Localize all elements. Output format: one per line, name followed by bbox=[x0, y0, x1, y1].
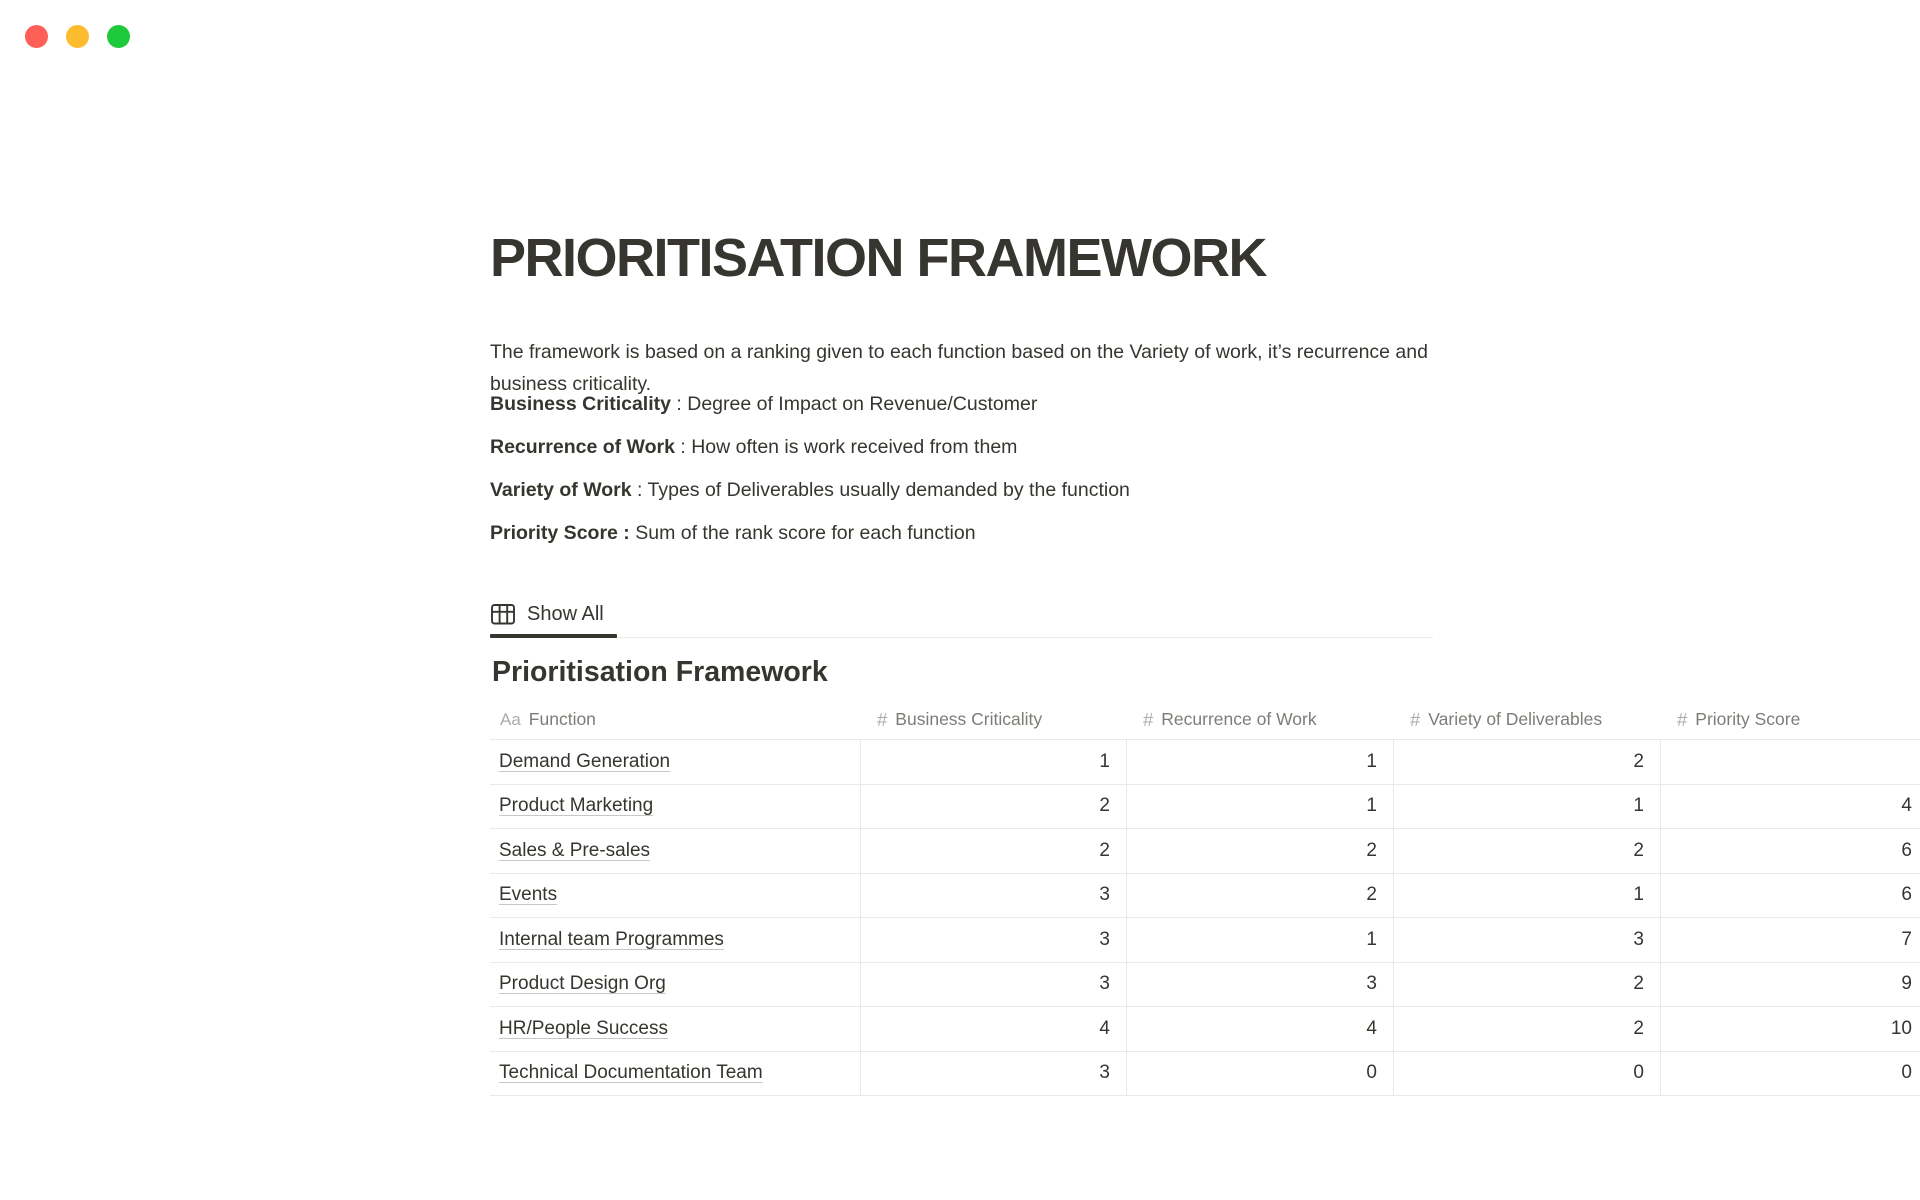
recurrence-of-work-cell[interactable]: 4 bbox=[1127, 1007, 1394, 1051]
tab-show-all[interactable] bbox=[490, 598, 604, 630]
function-cell[interactable] bbox=[490, 785, 861, 829]
column-label: Priority Score bbox=[1695, 709, 1801, 729]
table-row bbox=[490, 963, 1920, 1008]
number-property-icon: # bbox=[1143, 708, 1154, 730]
column-header-business-criticality[interactable] bbox=[861, 700, 1127, 739]
function-page-link[interactable]: Product Design Org bbox=[499, 973, 666, 995]
variety-of-deliverables-cell[interactable]: 2 bbox=[1394, 1007, 1661, 1051]
recurrence-of-work-cell[interactable]: 0 bbox=[1127, 1052, 1394, 1096]
business-criticality-cell[interactable]: 1 bbox=[861, 740, 1127, 784]
function-cell[interactable] bbox=[490, 740, 861, 784]
column-label: Recurrence of Work bbox=[1161, 709, 1317, 729]
definition-recurrence-of-work bbox=[490, 431, 1435, 463]
column-label: Function bbox=[528, 709, 596, 729]
minimize-window-icon[interactable] bbox=[66, 25, 89, 48]
priority-score-cell[interactable]: 4 bbox=[1901, 795, 1912, 817]
business-criticality-cell[interactable]: 3 bbox=[861, 874, 1127, 918]
priority-score-cell[interactable]: 10 bbox=[1890, 1017, 1912, 1039]
priority-score-cell[interactable]: 6 bbox=[1901, 884, 1912, 906]
column-header-function[interactable] bbox=[490, 700, 861, 739]
definition-term: Priority Score : bbox=[490, 522, 630, 544]
variety-of-deliverables-cell[interactable]: 2 bbox=[1394, 963, 1661, 1007]
recurrence-of-work-cell[interactable]: 3 bbox=[1127, 963, 1394, 1007]
column-header-recurrence-of-work[interactable] bbox=[1127, 700, 1394, 739]
variety-of-deliverables-cell[interactable]: 1 bbox=[1394, 874, 1661, 918]
database-title: Prioritisation Framework bbox=[492, 656, 828, 688]
close-window-icon[interactable] bbox=[25, 25, 48, 48]
variety-of-deliverables-cell[interactable]: 1 bbox=[1394, 785, 1661, 829]
function-page-link[interactable]: Events bbox=[499, 884, 558, 906]
definition-term: Variety of Work bbox=[490, 479, 632, 501]
number-property-icon: # bbox=[877, 708, 888, 730]
tab-label: Show All bbox=[527, 603, 604, 625]
table-row bbox=[490, 829, 1920, 874]
variety-of-deliverables-cell[interactable]: 0 bbox=[1394, 1052, 1661, 1096]
table-row bbox=[490, 918, 1920, 963]
table-header-row bbox=[490, 700, 1920, 740]
active-tab-indicator bbox=[490, 634, 617, 638]
variety-of-deliverables-cell[interactable]: 2 bbox=[1394, 829, 1661, 873]
recurrence-of-work-cell[interactable]: 1 bbox=[1127, 918, 1394, 962]
column-header-priority-score[interactable] bbox=[1661, 700, 1920, 739]
recurrence-of-work-cell[interactable]: 1 bbox=[1127, 740, 1394, 784]
definition-term: Recurrence of Work bbox=[490, 436, 675, 458]
table-row bbox=[490, 1007, 1920, 1052]
table-row bbox=[490, 1052, 1920, 1097]
column-header-variety-of-deliverables[interactable] bbox=[1394, 700, 1661, 739]
priority-score-cell[interactable]: 0 bbox=[1901, 1062, 1912, 1084]
function-cell[interactable] bbox=[490, 1052, 861, 1096]
function-page-link[interactable]: Internal team Programmes bbox=[499, 928, 724, 950]
recurrence-of-work-cell[interactable]: 1 bbox=[1127, 785, 1394, 829]
priority-score-cell[interactable]: 9 bbox=[1901, 973, 1912, 995]
tab-bar-divider bbox=[490, 637, 1433, 638]
business-criticality-cell[interactable]: 2 bbox=[861, 785, 1127, 829]
window-controls bbox=[25, 25, 130, 48]
business-criticality-cell[interactable]: 2 bbox=[861, 829, 1127, 873]
table-icon bbox=[490, 601, 516, 627]
business-criticality-cell[interactable]: 4 bbox=[861, 1007, 1127, 1051]
function-page-link[interactable]: Sales & Pre-sales bbox=[499, 839, 651, 861]
recurrence-of-work-cell[interactable]: 2 bbox=[1127, 874, 1394, 918]
page-title: PRIORITISATION FRAMEWORK bbox=[490, 228, 1266, 289]
function-page-link[interactable]: HR/People Success bbox=[499, 1017, 668, 1039]
table-row bbox=[490, 785, 1920, 830]
function-page-link[interactable]: Technical Documentation Team bbox=[499, 1062, 763, 1084]
definition-text: : Degree of Impact on Revenue/Customer bbox=[670, 393, 1038, 415]
function-page-link[interactable]: Product Marketing bbox=[499, 795, 654, 817]
definition-term: Business Criticality bbox=[490, 393, 671, 415]
definition-priority-score bbox=[490, 517, 1435, 549]
table-row bbox=[490, 740, 1920, 785]
table-row bbox=[490, 874, 1920, 919]
number-property-icon: # bbox=[1677, 708, 1688, 730]
table-body bbox=[490, 740, 1920, 1096]
view-tab-bar bbox=[490, 598, 604, 638]
column-label: Business Criticality bbox=[895, 709, 1043, 729]
column-label: Variety of Deliverables bbox=[1428, 709, 1603, 729]
definitions bbox=[490, 388, 1435, 560]
definition-text: : How often is work received from them bbox=[674, 436, 1018, 458]
function-cell[interactable] bbox=[490, 874, 861, 918]
priority-score-cell[interactable]: 7 bbox=[1901, 928, 1912, 950]
recurrence-of-work-cell[interactable]: 2 bbox=[1127, 829, 1394, 873]
database-table bbox=[490, 700, 1920, 1096]
definition-variety-of-work bbox=[490, 474, 1435, 506]
variety-of-deliverables-cell[interactable]: 2 bbox=[1394, 740, 1661, 784]
function-cell[interactable] bbox=[490, 963, 861, 1007]
definition-text: Sum of the rank score for each function bbox=[629, 522, 976, 544]
title-property-icon: Aa bbox=[500, 709, 521, 729]
number-property-icon: # bbox=[1410, 708, 1421, 730]
priority-score-cell[interactable]: 6 bbox=[1901, 839, 1912, 861]
definition-text: : Types of Deliverables usually demanded by the function bbox=[631, 479, 1130, 501]
function-page-link[interactable]: Demand Generation bbox=[499, 750, 671, 772]
business-criticality-cell[interactable]: 3 bbox=[861, 963, 1127, 1007]
function-cell[interactable] bbox=[490, 918, 861, 962]
function-cell[interactable] bbox=[490, 829, 861, 873]
definition-business-criticality bbox=[490, 388, 1435, 420]
business-criticality-cell[interactable]: 3 bbox=[861, 918, 1127, 962]
priority-score-cell[interactable] bbox=[1661, 740, 1920, 784]
zoom-window-icon[interactable] bbox=[107, 25, 130, 48]
variety-of-deliverables-cell[interactable]: 3 bbox=[1394, 918, 1661, 962]
function-cell[interactable] bbox=[490, 1007, 861, 1051]
business-criticality-cell[interactable]: 3 bbox=[861, 1052, 1127, 1096]
intro-paragraph: The framework is based on a ranking given to each function based on the Variety of work, it’s recurrence and business criticality. bbox=[490, 340, 1428, 395]
